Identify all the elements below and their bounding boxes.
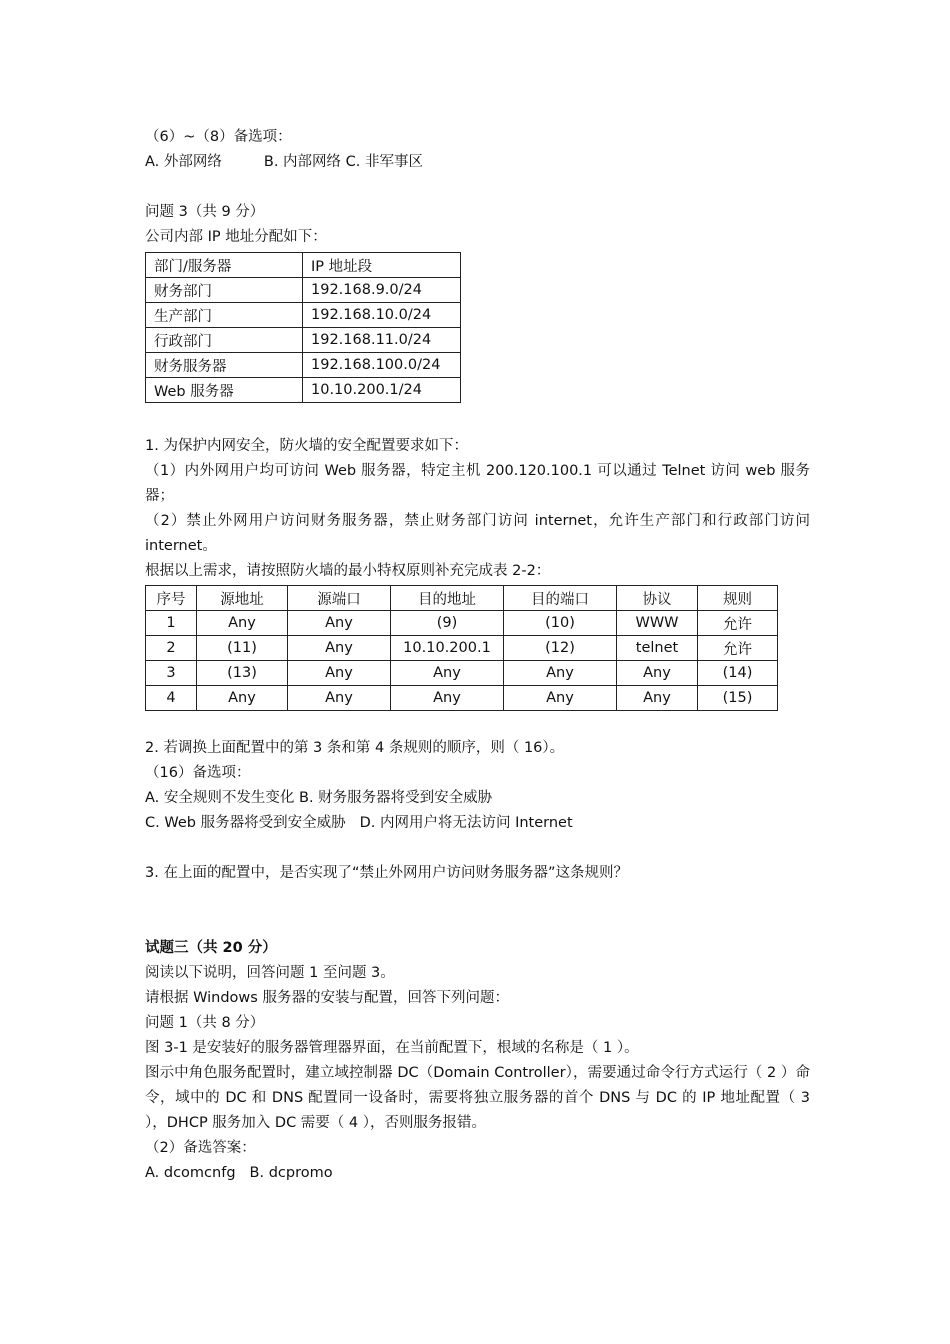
option-c: C. Web 服务器将受到安全威胁 xyxy=(145,815,346,831)
ip-table-intro: 公司内部 IP 地址分配如下： xyxy=(145,229,327,245)
table-row xyxy=(146,686,778,711)
option-d: D. 内网用户将无法访问 Internet xyxy=(359,815,573,831)
table-cell: 1 xyxy=(146,611,197,636)
options-16-heading: （16）备选项： xyxy=(145,765,251,781)
table-cell: (15) xyxy=(698,686,778,711)
question-1-paragraph: 图示中角色服务配置时，建立域控制器 DC（Domain Controller），需要通过命令行方式运行（ 2 ）命令，域中的 DC 和 DNS 配置同一设备时，需要将独立服务器的首个 DNS 与 DC 的 IP 地址配置（ 3 ），DHCP 服务加入 DC 需要（ 4 ），否则服务报错。 xyxy=(145,1065,810,1131)
option-b: B. 内部网络 xyxy=(263,154,342,170)
table-row xyxy=(146,278,461,303)
header-cell: 源端口 xyxy=(288,586,391,611)
options-6-8-line xyxy=(145,150,810,175)
table-cell: Web 服务器 xyxy=(146,378,303,403)
table-cell: Any xyxy=(617,686,698,711)
document-page xyxy=(145,125,810,1186)
options-2-heading: （2）备选答案： xyxy=(145,1140,256,1156)
table-cell: Any xyxy=(391,661,504,686)
header-cell: 规则 xyxy=(698,586,778,611)
table-row xyxy=(146,661,778,686)
table-cell: Any xyxy=(288,686,391,711)
table-cell: Any xyxy=(504,686,617,711)
table-cell: (14) xyxy=(698,661,778,686)
table-row xyxy=(146,378,461,403)
table-cell: Any xyxy=(391,686,504,711)
table-cell: 行政部门 xyxy=(146,328,303,353)
table-cell: 财务部门 xyxy=(146,278,303,303)
table-cell: 10.10.200.1 xyxy=(391,636,504,661)
section-3-title: 试题三（共 20 分） xyxy=(145,940,277,956)
table-cell: (9) xyxy=(391,611,504,636)
question-1-line-1: 图 3-1 是安装好的服务器管理器界面，在当前配置下，根域的名称是（ 1 ）。 xyxy=(145,1040,639,1056)
table-cell: 192.168.11.0/24 xyxy=(303,328,461,353)
options-16-line-1 xyxy=(145,786,810,811)
table-cell: Any xyxy=(617,661,698,686)
table-cell: (13) xyxy=(197,661,288,686)
table-cell: 允许 xyxy=(698,636,778,661)
item-3: 3. 在上面的配置中，是否实现了“禁止外网用户访问财务服务器”这条规则？ xyxy=(145,865,628,881)
table-header-row xyxy=(146,253,461,278)
header-cell: 部门/服务器 xyxy=(146,253,303,278)
header-cell: 目的地址 xyxy=(391,586,504,611)
header-cell: IP 地址段 xyxy=(303,253,461,278)
header-cell: 源地址 xyxy=(197,586,288,611)
option-a: A. 安全规则不发生变化 xyxy=(145,790,295,806)
table-cell: (10) xyxy=(504,611,617,636)
table-cell: (12) xyxy=(504,636,617,661)
firewall-rules-table xyxy=(145,585,778,711)
table-cell: 允许 xyxy=(698,611,778,636)
question-3-title: 问题 3（共 9 分） xyxy=(145,204,265,220)
header-cell: 目的端口 xyxy=(504,586,617,611)
option-b: B. 财务服务器将受到安全威胁 xyxy=(299,790,493,806)
table-row xyxy=(146,353,461,378)
item-1: 1. 为保护内网安全，防火墙的安全配置要求如下： xyxy=(145,438,468,454)
table-cell: 财务服务器 xyxy=(146,353,303,378)
option-a: A. 外部网络 xyxy=(145,154,222,170)
table-cell: 2 xyxy=(146,636,197,661)
options-2-line xyxy=(145,1161,810,1186)
requirement-1: （1）内外网用户均可访问 Web 服务器，特定主机 200.120.100.1 可以通过 Telnet 访问 web 服务器； xyxy=(145,463,810,504)
option-c: C. 非军事区 xyxy=(345,154,424,170)
section-3-line-2: 请根据 Windows 服务器的安装与配置，回答下列问题： xyxy=(145,990,509,1006)
table-cell: 生产部门 xyxy=(146,303,303,328)
header-cell: 序号 xyxy=(146,586,197,611)
item-2: 2. 若调换上面配置中的第 3 条和第 4 条规则的顺序，则（ 16）。 xyxy=(145,740,565,756)
section-3-line-1: 阅读以下说明，回答问题 1 至问题 3。 xyxy=(145,965,395,981)
table-row xyxy=(146,636,778,661)
table-cell: 192.168.100.0/24 xyxy=(303,353,461,378)
table-cell: 10.10.200.1/24 xyxy=(303,378,461,403)
table-header-row xyxy=(146,586,778,611)
requirement-2: （2）禁止外网用户访问财务服务器，禁止财务部门访问 internet，允许生产部门和行政部门访问 internet。 xyxy=(145,513,810,554)
table-cell: (11) xyxy=(197,636,288,661)
table-cell: 3 xyxy=(146,661,197,686)
table-row xyxy=(146,303,461,328)
table-cell: telnet xyxy=(617,636,698,661)
table-cell: Any xyxy=(504,661,617,686)
table-cell: 4 xyxy=(146,686,197,711)
table-cell: 192.168.10.0/24 xyxy=(303,303,461,328)
table-row xyxy=(146,328,461,353)
option-b: B. dcpromo xyxy=(249,1165,333,1181)
table-cell: Any xyxy=(288,636,391,661)
option-a: A. dcomcnfg xyxy=(145,1165,236,1181)
firewall-table-intro: 根据以上需求，请按照防火墙的最小特权原则补充完成表 2-2： xyxy=(145,563,551,579)
question-1-title: 问题 1（共 8 分） xyxy=(145,1015,265,1031)
table-cell: WWW xyxy=(617,611,698,636)
table-row xyxy=(146,611,778,636)
table-cell: Any xyxy=(288,611,391,636)
table-cell: Any xyxy=(197,611,288,636)
table-cell: 192.168.9.0/24 xyxy=(303,278,461,303)
ip-allocation-table xyxy=(145,252,461,403)
table-cell: Any xyxy=(288,661,391,686)
options-16-line-2 xyxy=(145,811,810,836)
table-cell: Any xyxy=(197,686,288,711)
header-cell: 协议 xyxy=(617,586,698,611)
options-6-8-heading: （6）~（8）备选项： xyxy=(145,129,292,145)
